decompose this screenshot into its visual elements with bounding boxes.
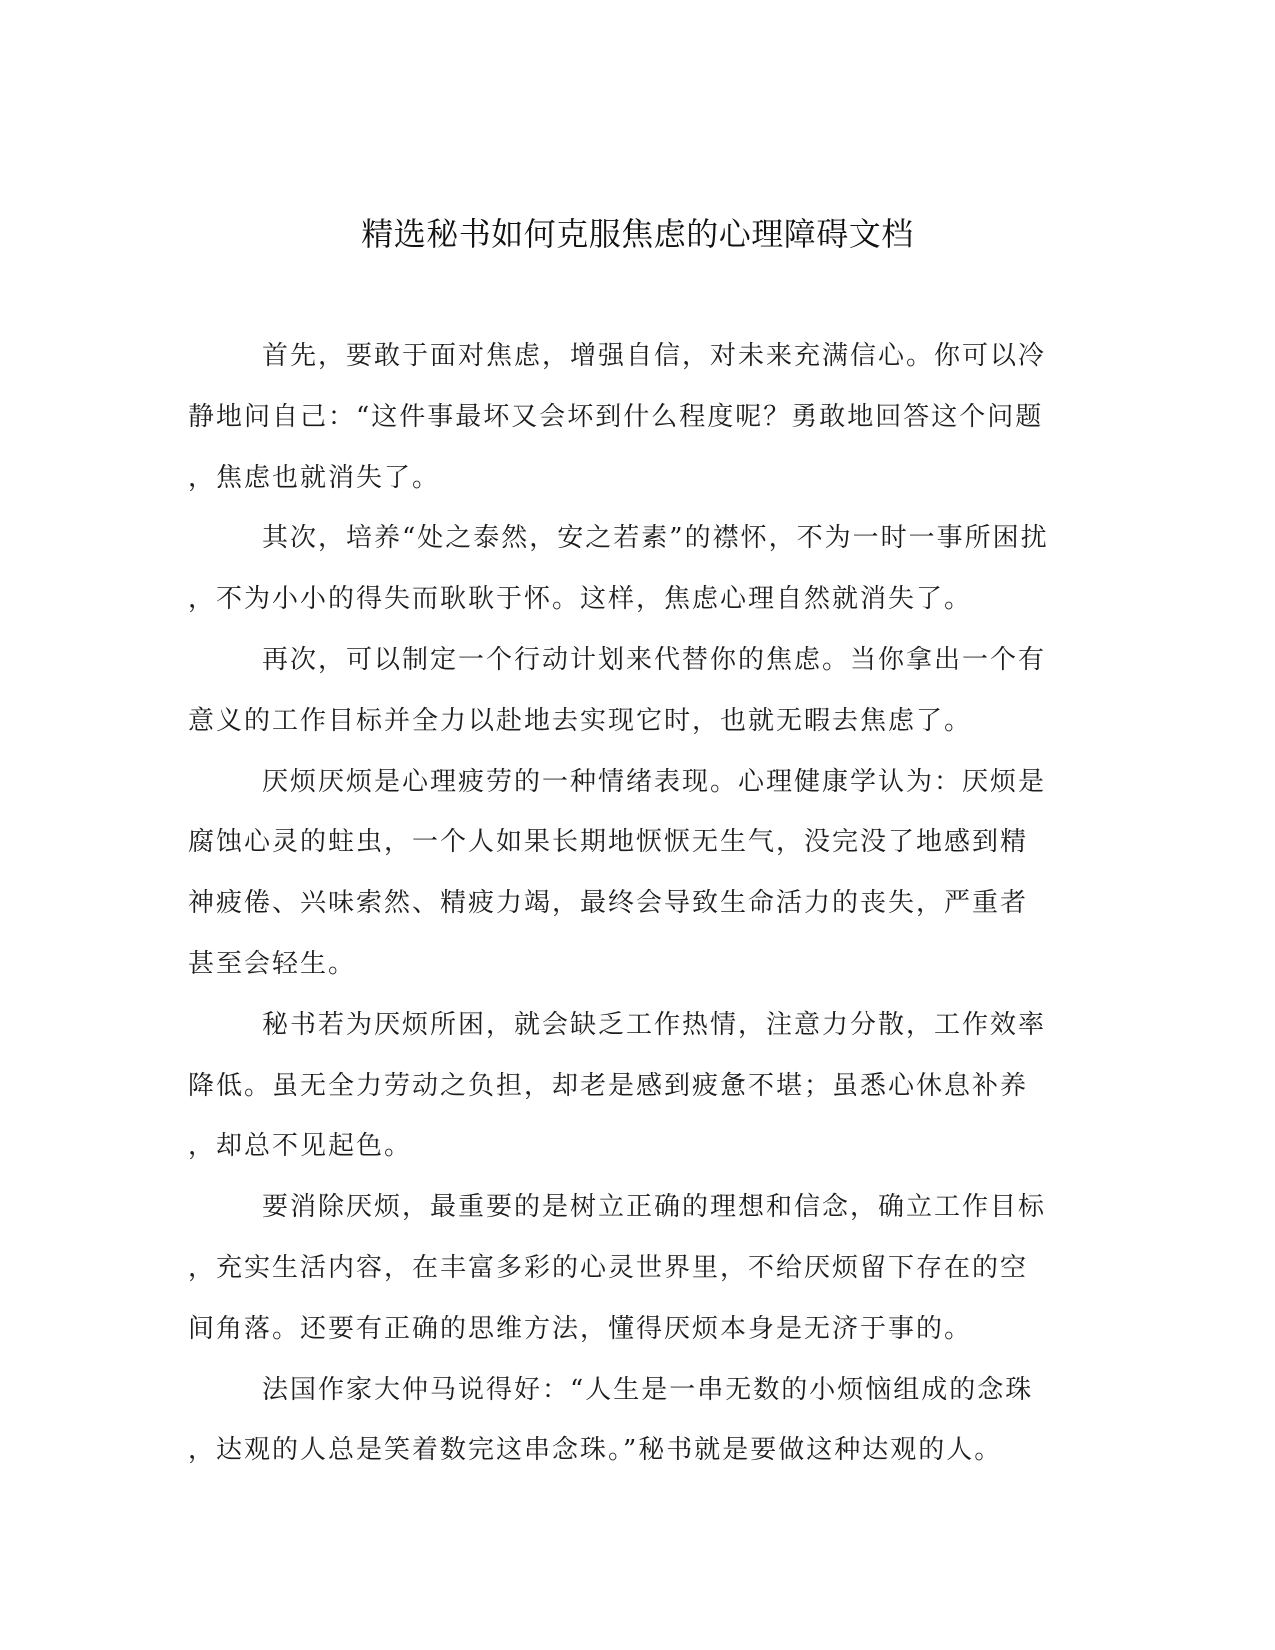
paragraph-line: ，充实生活内容，在丰富多彩的心灵世界里，不给厌烦留下存在的空 xyxy=(188,1252,1029,1283)
paragraph-2 xyxy=(188,508,1068,630)
paragraph-line: 首先，要敢于面对焦虑，增强自信，对未来充满信心。你可以冷 xyxy=(262,341,1047,371)
paragraph-line: 间角落。还要有正确的思维方法，懂得厌烦本身是无济于事的。 xyxy=(188,1313,973,1344)
paragraph-6 xyxy=(188,1177,1068,1359)
paragraph-line: 静地问自己：“这件事最坏又会坏到什么程度呢？勇敢地回答这个问题 xyxy=(188,401,1044,432)
paragraph-line: 腐蚀心灵的蛀虫，一个人如果长期地恹恹无生气，没完没了地感到精 xyxy=(188,827,1029,858)
paragraph-line: 法国作家大仲马说得好：“人生是一串无数的小烦恼组成的念珠 xyxy=(262,1374,1034,1405)
paragraph-line: ，达观的人总是笑着数完这串念珠。”秘书就是要做这种达观的人。 xyxy=(188,1435,1003,1466)
paragraph-line: 再次，可以制定一个行动计划来代替你的焦虑。当你拿出一个有 xyxy=(262,644,1047,675)
paragraph-line: 意义的工作目标并全力以赴地去实现它时，也就无暇去焦虑了。 xyxy=(188,705,973,736)
paragraph-line: 神疲倦、兴味索然、精疲力竭，最终会导致生命活力的丧失，严重者 xyxy=(188,888,1029,919)
paragraph-line: ，不为小小的得失而耿耿于怀。这样，焦虑心理自然就消失了。 xyxy=(188,584,973,615)
paragraph-line: 其次，培养“处之泰然，安之若素”的襟怀，不为一时一事所困扰 xyxy=(262,523,1049,554)
paragraph-line: 秘书若为厌烦所困，就会缺乏工作热情，注意力分散，工作效率 xyxy=(262,1009,1047,1040)
paragraph-line: ，却总不见起色。 xyxy=(188,1131,413,1162)
paragraph-line: 厌烦厌烦是心理疲劳的一种情绪表现。心理健康学认为：厌烦是 xyxy=(262,766,1047,797)
document-title: 精选秘书如何克服焦虑的心理障碍文档 xyxy=(361,215,914,253)
paragraph-line: ，焦虑也就消失了。 xyxy=(188,462,441,493)
paragraph-7 xyxy=(188,1360,1068,1482)
paragraph-5 xyxy=(188,995,1068,1177)
paragraph-line: 降低。虽无全力劳动之负担，却老是感到疲惫不堪；虽悉心休息补养 xyxy=(188,1070,1029,1101)
paragraph-4 xyxy=(188,752,1068,995)
paragraph-line: 甚至会轻生。 xyxy=(188,948,357,979)
paragraph-1 xyxy=(188,326,1068,508)
document-body xyxy=(188,326,1068,1481)
paragraph-line: 要消除厌烦，最重要的是树立正确的理想和信念，确立工作目标 xyxy=(262,1192,1047,1223)
paragraph-3 xyxy=(188,630,1068,752)
